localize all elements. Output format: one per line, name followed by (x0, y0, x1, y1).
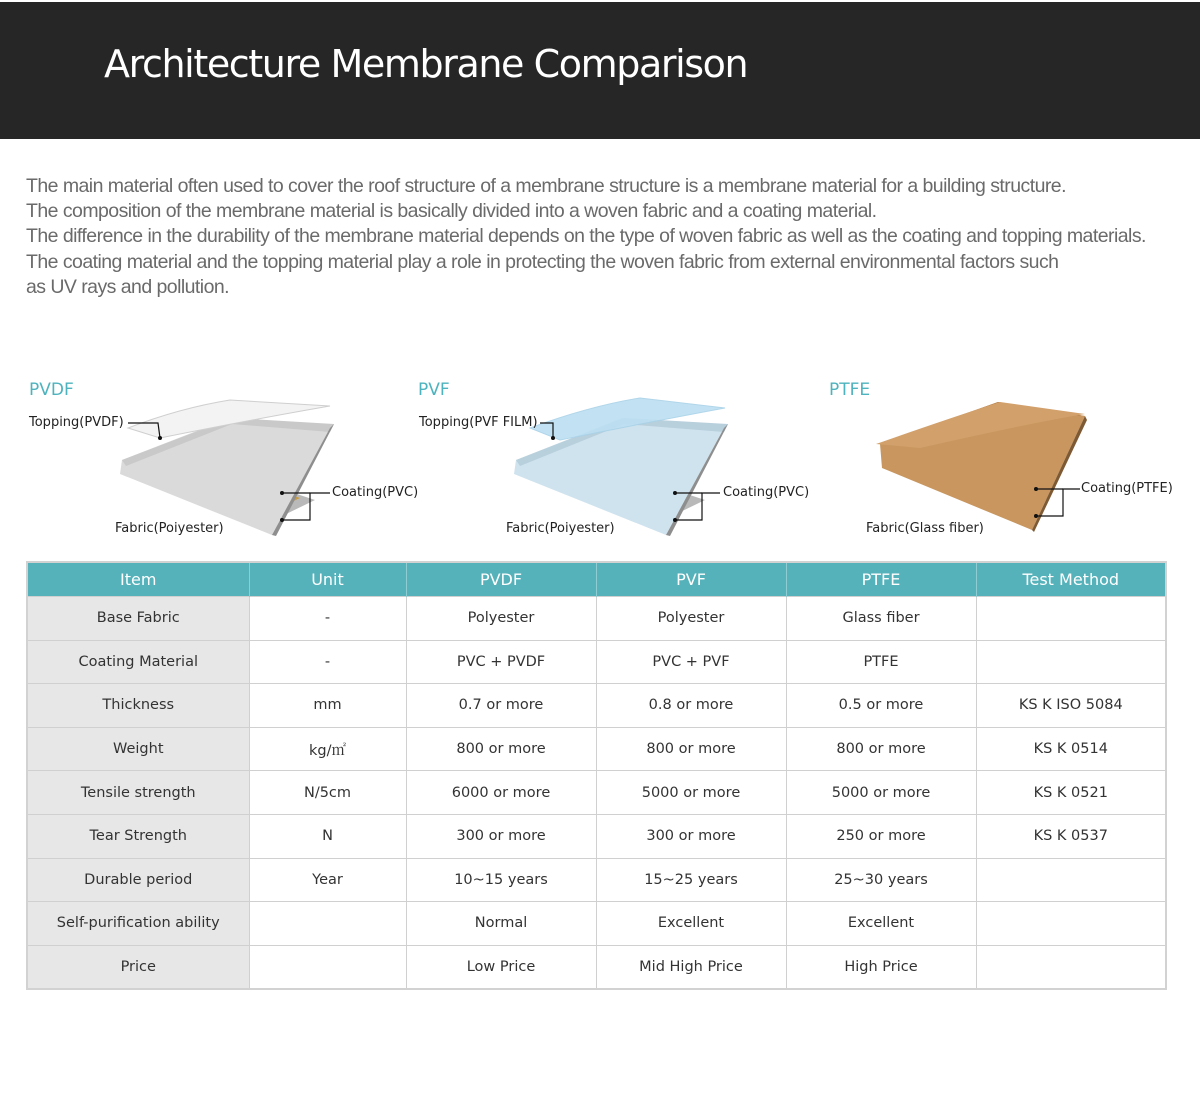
coating-label: Coating(PVC) (723, 485, 810, 500)
table-cell (976, 597, 1166, 641)
row-label: Price (27, 945, 249, 989)
table-cell: Excellent (786, 902, 976, 946)
table-cell: mm (249, 684, 406, 728)
table-cell: 15~25 years (596, 858, 786, 902)
table-cell: 300 or more (596, 814, 786, 858)
table-cell: 6000 or more (406, 771, 596, 815)
pvf-diagram (390, 378, 810, 548)
pvdf-diagram (0, 378, 419, 548)
table-cell: Polyester (406, 597, 596, 641)
table-cell: KS K ISO 5084 (976, 684, 1166, 728)
table-row (27, 684, 1166, 728)
table-row (27, 640, 1166, 684)
table-row (27, 945, 1166, 989)
intro-line: The composition of the membrane material is basically divided into a woven fabric and a coating material. (26, 200, 877, 223)
intro-text (26, 174, 1191, 300)
table-cell: KS K 0514 (976, 727, 1166, 771)
table-cell: Normal (406, 902, 596, 946)
coating-label: Coating(PTFE) (1081, 481, 1173, 496)
table-cell: PTFE (786, 640, 976, 684)
row-label: Weight (27, 727, 249, 771)
table-cell: Polyester (596, 597, 786, 641)
table-cell (976, 945, 1166, 989)
table-cell (249, 902, 406, 946)
table-cell: KS K 0537 (976, 814, 1166, 858)
row-label: Self-purification ability (27, 902, 249, 946)
coating-label: Coating(PVC) (332, 485, 419, 500)
table-cell: 5000 or more (786, 771, 976, 815)
topping-label: Topping(PVF FILM) (419, 415, 538, 430)
topping-label: Topping(PVDF) (29, 415, 124, 430)
table-cell: 300 or more (406, 814, 596, 858)
table-cell: - (249, 640, 406, 684)
table-row (27, 597, 1166, 641)
column-header: PTFE (786, 562, 976, 597)
fabric-label: Fabric(Poiyester) (506, 521, 615, 536)
table-cell: 25~30 years (786, 858, 976, 902)
ptfe-layers-illustration (800, 378, 1200, 548)
diagram-title: PVDF (29, 380, 74, 400)
comparison-table (26, 561, 1167, 990)
column-header: Unit (249, 562, 406, 597)
intro-line: The difference in the durability of the membrane material depends on the type of woven fabric as well as the coating and topping materials. (26, 225, 1146, 248)
table-cell (976, 902, 1166, 946)
table-cell: 0.8 or more (596, 684, 786, 728)
table-cell: 800 or more (406, 727, 596, 771)
table-row (27, 902, 1166, 946)
row-label: Base Fabric (27, 597, 249, 641)
fabric-label: Fabric(Poiyester) (115, 521, 224, 536)
page-title: Architecture Membrane Comparison (104, 42, 748, 86)
table-header-row (27, 562, 1166, 597)
table-cell (976, 858, 1166, 902)
table-cell: Excellent (596, 902, 786, 946)
table-row (27, 771, 1166, 815)
table-cell (249, 945, 406, 989)
table-cell: N (249, 814, 406, 858)
diagram-title: PTFE (829, 380, 871, 400)
coating-layer (514, 418, 724, 535)
table-cell: Low Price (406, 945, 596, 989)
table-cell: 800 or more (786, 727, 976, 771)
table-cell: kg/㎡ (249, 727, 406, 771)
column-header: PVDF (406, 562, 596, 597)
table-cell: High Price (786, 945, 976, 989)
row-label: Tear Strength (27, 814, 249, 858)
table-cell: Year (249, 858, 406, 902)
row-label: Thickness (27, 684, 249, 728)
table-cell: 0.7 or more (406, 684, 596, 728)
table-cell (976, 640, 1166, 684)
table-cell: PVC + PVF (596, 640, 786, 684)
intro-line: as UV rays and pollution. (26, 275, 230, 298)
fabric-label: Fabric(Glass fiber) (866, 521, 984, 536)
table-cell: KS K 0521 (976, 771, 1166, 815)
column-header: Item (27, 562, 249, 597)
page-header (0, 2, 1200, 139)
intro-line: The coating material and the topping material play a role in protecting the woven fabric from external environmental factors such (26, 250, 1059, 273)
table-cell: N/5cm (249, 771, 406, 815)
table-row (27, 858, 1166, 902)
ptfe-diagram (800, 378, 1200, 548)
table-cell: 250 or more (786, 814, 976, 858)
table-row (27, 727, 1166, 771)
table-cell: 800 or more (596, 727, 786, 771)
row-label: Durable period (27, 858, 249, 902)
column-header: PVF (596, 562, 786, 597)
table-cell: - (249, 597, 406, 641)
table-cell: Mid High Price (596, 945, 786, 989)
table-row (27, 814, 1166, 858)
table-cell: 10~15 years (406, 858, 596, 902)
row-label: Tensile strength (27, 771, 249, 815)
table-cell: 0.5 or more (786, 684, 976, 728)
table-cell: PVC + PVDF (406, 640, 596, 684)
intro-line: The main material often used to cover the roof structure of a membrane structure is a membrane material for a building structure. (26, 175, 1066, 197)
column-header: Test Method (976, 562, 1166, 597)
diagram-title: PVF (418, 380, 450, 400)
table-cell: 5000 or more (596, 771, 786, 815)
row-label: Coating Material (27, 640, 249, 684)
table-cell: Glass fiber (786, 597, 976, 641)
